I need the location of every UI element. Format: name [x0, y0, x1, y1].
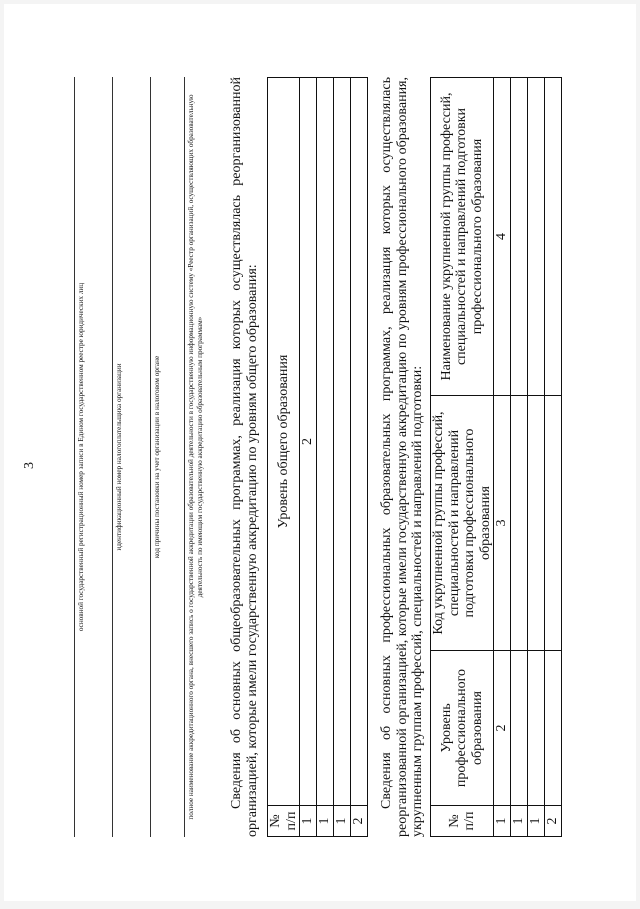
table-header-row	[268, 78, 300, 837]
general-section-heading: Сведения об основных общеобразовательных программах, реализация которых осуществлялась реорганизованной организацией, которые имели государственную аккредитацию по уровням общего образования:	[229, 77, 260, 837]
table-row	[545, 78, 562, 837]
document-page	[4, 4, 636, 901]
row-cell	[528, 78, 545, 396]
col-number: 3	[494, 396, 511, 651]
row-cell	[528, 651, 545, 806]
page-number: 3	[22, 462, 37, 469]
inn-caption: идентификационный номер налогоплательщика организации	[115, 363, 123, 551]
row-index: 2	[351, 806, 368, 837]
header-number: № п/п	[268, 806, 300, 837]
accreditation-body-line	[164, 77, 185, 837]
table-row	[334, 78, 351, 837]
row-cell	[545, 651, 562, 806]
inn-line	[92, 77, 113, 837]
table-row	[351, 78, 368, 837]
header-code: Код укрупненной группы профессий, специальностей и направлений подготовки профессионального образования	[431, 396, 494, 651]
row-cell	[351, 78, 368, 806]
row-index: 1	[317, 806, 334, 837]
row-cell	[317, 78, 334, 806]
kpp-line	[130, 77, 151, 837]
rotated-content	[4, 4, 640, 909]
table-row	[528, 78, 545, 837]
row-index: 1	[511, 806, 528, 837]
table-numbering-row	[300, 78, 317, 837]
header-level: Уровень общего образования	[268, 78, 300, 806]
col-number: 1	[494, 806, 511, 837]
table-header-row	[431, 78, 494, 837]
row-index: 2	[545, 806, 562, 837]
ogrn-caption: основной государственный регистрационный номер записи в Едином государственном реестре юридических лиц	[77, 282, 85, 632]
col-number: 2	[300, 78, 317, 806]
accreditation-body-caption: полное наименование аккредитационного органа, внесшего запись о государственной аккредитации образовательной деятельности в государственную информационную систему «Реестр организаций, осуществляющих образовательную деятельность по имеющим государственную аккредитацию образовательным программам»	[187, 94, 204, 820]
row-cell	[511, 78, 528, 396]
row-index: 1	[334, 806, 351, 837]
general-education-table	[267, 77, 368, 837]
ogrn-line	[54, 77, 75, 837]
ogrn-field	[54, 77, 86, 837]
table-numbering-row	[494, 78, 511, 837]
col-number: 1	[300, 806, 317, 837]
kpp-field	[130, 77, 162, 837]
inn-field	[92, 77, 124, 837]
header-level: Уровень профессионального образования	[431, 651, 494, 806]
col-number: 2	[494, 651, 511, 806]
col-number: 4	[494, 78, 511, 396]
row-index: 1	[528, 806, 545, 837]
professional-section-heading: Сведения об основных профессиональных образовательных программах, реализация которых осуществлялась реорганизованной организацией, которые имели государственную аккредитацию по уровням профессионального образования, укрупненным группам профессий, специальностей и направлений подготовки:	[379, 77, 425, 837]
row-cell	[545, 78, 562, 396]
row-cell	[545, 396, 562, 651]
header-number: № п/п	[431, 806, 494, 837]
row-cell	[334, 78, 351, 806]
professional-education-table	[430, 77, 562, 837]
kpp-caption: код причины постановки на учет организации в налоговом органе	[153, 355, 161, 559]
row-cell	[528, 396, 545, 651]
row-cell	[511, 396, 528, 651]
header-name: Наименование укрупненной группы профессий, специальностей и направлений подготовки профессионального образования	[431, 78, 494, 396]
table-row	[511, 78, 528, 837]
row-cell	[511, 651, 528, 806]
accreditation-body-field	[164, 77, 205, 837]
table-row	[317, 78, 334, 837]
